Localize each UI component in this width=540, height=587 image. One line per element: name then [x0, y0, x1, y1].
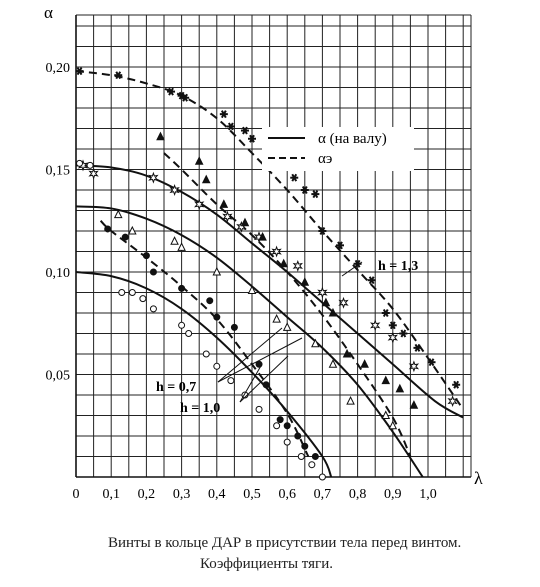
- asterisk-marker: [220, 111, 228, 118]
- filled-circle-marker: [214, 314, 220, 320]
- filled-triangle-marker: [301, 278, 308, 285]
- x-tick-label: 0,3: [172, 487, 191, 502]
- x-tick-label: 1,0: [419, 487, 437, 502]
- asterisk-marker: [290, 174, 298, 181]
- filled-triangle-marker: [157, 133, 164, 140]
- asterisk-marker: [311, 191, 319, 198]
- asterisk-marker: [382, 310, 390, 317]
- open-star-marker: [90, 169, 98, 178]
- y-tick-label: 0,10: [45, 266, 70, 281]
- filled-circle-marker: [302, 443, 308, 449]
- x-tick-label: 0,6: [278, 487, 296, 502]
- filled-circle-marker: [122, 234, 128, 240]
- caption-line-1: Винты в кольце ДАР в присутствии тела перед винтом.: [108, 535, 462, 551]
- filled-circle-marker: [277, 417, 283, 423]
- x-tick-label: 0,5: [243, 487, 261, 502]
- annotation-h-1-0: h = 1,0: [180, 401, 221, 416]
- x-axis-label: λ: [474, 468, 483, 488]
- y-axis-label: α: [44, 3, 53, 22]
- open-circle-marker: [214, 363, 220, 369]
- filled-circle-marker: [207, 298, 213, 304]
- open-circle-marker: [119, 290, 125, 296]
- x-tick-label: 0,8: [348, 487, 367, 502]
- y-tick-label: 0,20: [45, 61, 70, 76]
- open-circle-marker: [203, 351, 209, 357]
- x-tick-label: 0,4: [208, 487, 226, 502]
- open-circle-marker: [274, 423, 280, 429]
- open-star-marker: [340, 298, 348, 307]
- filled-circle-marker: [295, 433, 301, 439]
- legend-dashed-label: αэ: [318, 151, 333, 167]
- annotation-h-0-7: h = 0,7: [156, 380, 197, 395]
- x-tick-label: 0,9: [384, 487, 402, 502]
- annotation-h-1-3: h = 1,3: [378, 259, 419, 274]
- filled-triangle-marker: [196, 157, 203, 164]
- filled-triangle-marker: [203, 176, 210, 183]
- annotation-leader-line: [240, 364, 262, 402]
- filled-circle-marker: [312, 454, 318, 460]
- filled-triangle-marker: [382, 377, 389, 384]
- filled-circle-marker: [143, 253, 149, 259]
- open-star-marker: [410, 362, 418, 371]
- open-triangle-marker: [273, 315, 280, 322]
- open-circle-marker: [77, 160, 83, 166]
- legend: [262, 127, 414, 171]
- filled-triangle-marker: [396, 385, 403, 392]
- open-star-marker: [371, 321, 379, 330]
- open-circle-marker: [87, 162, 93, 168]
- filled-triangle-marker: [322, 299, 329, 306]
- filled-circle-marker: [231, 324, 237, 330]
- filled-circle-marker: [150, 269, 156, 275]
- filled-triangle-marker: [220, 200, 227, 207]
- x-tick-label: 0,2: [137, 487, 156, 502]
- open-circle-marker: [298, 454, 304, 460]
- open-triangle-marker: [347, 397, 354, 404]
- open-triangle-marker: [171, 237, 178, 244]
- x-tick-label: 0: [72, 487, 80, 502]
- open-circle-marker: [186, 331, 192, 337]
- open-triangle-marker: [284, 323, 291, 330]
- open-circle-marker: [140, 296, 146, 302]
- open-circle-marker: [150, 306, 156, 312]
- x-tick-label: 0,1: [102, 487, 120, 502]
- open-circle-marker: [256, 406, 262, 412]
- asterisk-marker: [368, 277, 376, 284]
- open-circle-marker: [228, 378, 234, 384]
- filled-triangle-marker: [361, 360, 368, 367]
- filled-circle-marker: [105, 226, 111, 232]
- filled-circle-marker: [284, 423, 290, 429]
- open-star-marker: [389, 333, 397, 342]
- asterisk-marker: [399, 330, 407, 337]
- open-circle-marker: [179, 322, 185, 328]
- legend-solid-label: α (на валу): [318, 131, 387, 147]
- filled-triangle-marker: [410, 401, 417, 408]
- open-star-marker: [449, 397, 457, 406]
- filled-circle-marker: [263, 382, 269, 388]
- filled-circle-marker: [179, 285, 185, 291]
- asterisk-marker: [452, 381, 460, 388]
- annotation-leader-line: [218, 328, 282, 382]
- open-triangle-marker: [178, 243, 185, 250]
- open-circle-marker: [319, 474, 325, 480]
- filled-triangle-marker: [241, 219, 248, 226]
- y-tick-label: 0,05: [45, 368, 70, 384]
- filled-triangle-marker: [280, 260, 287, 267]
- x-tick-label: 0,7: [313, 487, 332, 502]
- open-circle-marker: [284, 439, 290, 445]
- open-triangle-marker: [115, 211, 122, 218]
- open-circle-marker: [309, 462, 315, 468]
- open-star-marker: [294, 261, 302, 270]
- caption-line-2: Коэффициенты тяги.: [200, 556, 333, 572]
- y-tick-label: 0,15: [45, 163, 70, 179]
- open-circle-marker: [129, 290, 135, 296]
- annotation-leader-line: [342, 262, 362, 276]
